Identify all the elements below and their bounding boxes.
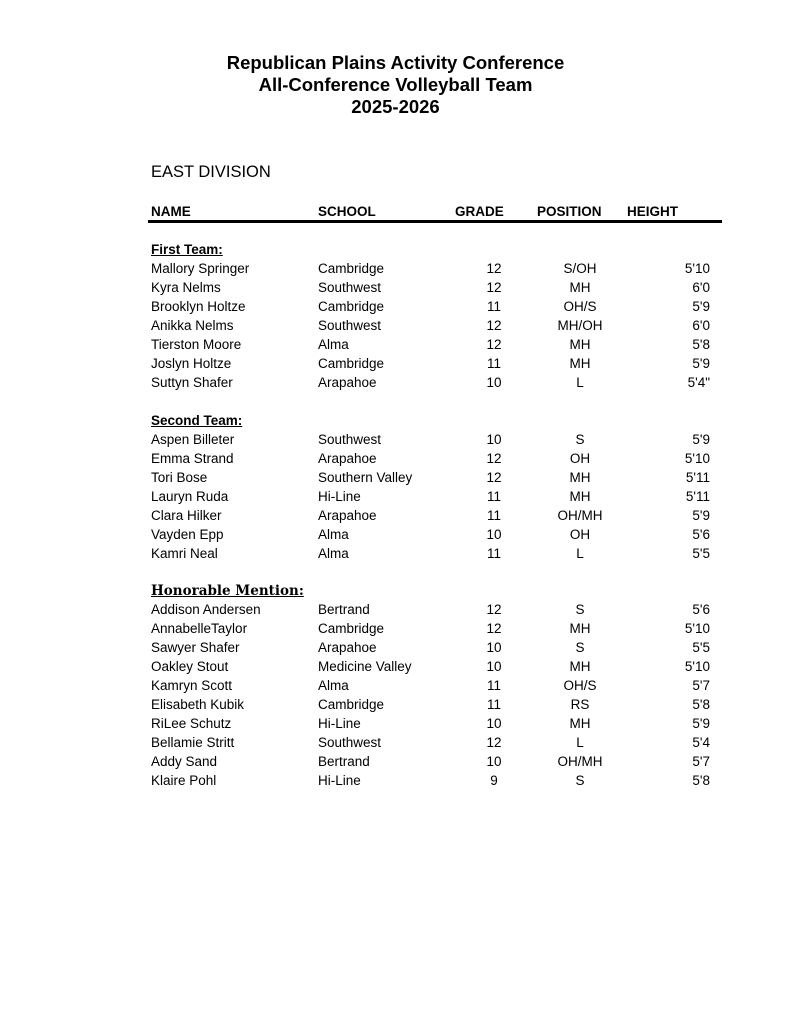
player-height: 5'9 (692, 508, 710, 523)
player-grade: 11 (486, 508, 501, 523)
player-name: Bellamie Stritt (151, 735, 235, 750)
player-name: Oakley Stout (151, 659, 229, 674)
player-name: Klaire Pohl (151, 773, 217, 788)
player-grade: 12 (486, 318, 502, 333)
player-grade: 12 (486, 280, 502, 295)
player-row (0, 355, 791, 374)
player-row (0, 431, 791, 450)
document-title (0, 52, 791, 118)
player-school: Arapahoe (318, 451, 377, 466)
player-name: Kamryn Scott (151, 678, 233, 693)
column-header-position: POSITION (537, 204, 602, 219)
player-school: Cambridge (318, 261, 385, 276)
player-position: OH/MH (557, 508, 603, 523)
player-school: Arapahoe (318, 508, 377, 523)
player-grade: 12 (486, 337, 502, 352)
player-height: 5'8 (692, 337, 710, 352)
player-row (0, 488, 791, 507)
division-heading: EAST DIVISION (151, 163, 271, 181)
player-height: 5'6 (692, 527, 710, 542)
conference-name: Republican Plains Activity Conference (226, 52, 565, 73)
player-school: Medicine Valley (318, 659, 412, 674)
player-height: 5'10 (684, 621, 710, 636)
player-row (0, 658, 791, 677)
player-grade: 12 (486, 602, 502, 617)
player-grade: 11 (486, 356, 501, 371)
player-position: S (575, 640, 585, 655)
player-row (0, 753, 791, 772)
player-height: 5'8 (692, 773, 710, 788)
second-team-rows (0, 431, 791, 564)
player-grade: 12 (486, 451, 502, 466)
player-grade: 11 (486, 489, 501, 504)
player-name: Brooklyn Holtze (151, 299, 246, 314)
player-name: Tierston Moore (151, 337, 242, 352)
player-name: Kamri Neal (151, 546, 218, 561)
player-school: Hi-Line (318, 773, 361, 788)
player-row (0, 336, 791, 355)
player-row (0, 298, 791, 317)
player-position: MH (569, 489, 591, 504)
player-row (0, 620, 791, 639)
player-school: Southwest (318, 318, 382, 333)
player-school: Alma (318, 678, 349, 693)
player-name: Suttyn Shafer (151, 375, 233, 390)
player-row (0, 734, 791, 753)
player-school: Hi-Line (318, 489, 361, 504)
honorable-mention-rows (0, 601, 791, 791)
player-height: 5'4 (692, 735, 710, 750)
player-row (0, 260, 791, 279)
player-height: 5'5 (692, 640, 710, 655)
player-name: Clara Hilker (151, 508, 222, 523)
column-header-grade: GRADE (455, 204, 504, 219)
player-school: Alma (318, 337, 349, 352)
player-height: 5'9 (692, 432, 710, 447)
player-school: Alma (318, 546, 349, 561)
player-name: Addison Andersen (151, 602, 261, 617)
player-grade: 12 (486, 470, 502, 485)
player-position: MH/OH (557, 318, 603, 333)
player-school: Southwest (318, 432, 382, 447)
player-position: RS (570, 697, 590, 712)
player-grade: 9 (490, 773, 498, 788)
honorable-mention-title: Honorable Mention: (151, 583, 304, 599)
player-row (0, 677, 791, 696)
player-position: MH (569, 337, 591, 352)
player-school: Arapahoe (318, 640, 377, 655)
player-school: Arapahoe (318, 375, 377, 390)
player-height: 5'8 (692, 697, 710, 712)
player-name: Sawyer Shafer (151, 640, 240, 655)
second-team-title: Second Team: (151, 413, 243, 428)
team-name: All-Conference Volleyball Team (258, 74, 533, 95)
column-header-row (0, 203, 791, 221)
player-school: Bertrand (318, 602, 370, 617)
player-name: RiLee Schutz (151, 716, 232, 731)
player-position: OH (569, 527, 591, 542)
player-height: 6'0 (692, 280, 710, 295)
player-position: MH (569, 659, 591, 674)
player-height: 6'0 (692, 318, 710, 333)
player-grade: 11 (486, 546, 501, 561)
player-position: S (575, 602, 585, 617)
player-school: Alma (318, 527, 349, 542)
player-height: 5'9 (692, 716, 710, 731)
player-height: 5'7 (692, 678, 710, 693)
player-school: Cambridge (318, 356, 385, 371)
player-name: Addy Sand (151, 754, 218, 769)
player-position: MH (569, 621, 591, 636)
header-divider (148, 220, 722, 223)
player-row (0, 715, 791, 734)
player-school: Bertrand (318, 754, 370, 769)
player-height: 5'5 (692, 546, 710, 561)
player-school: Cambridge (318, 697, 385, 712)
first-team-rows (0, 260, 791, 393)
player-grade: 11 (486, 678, 501, 693)
player-grade: 10 (486, 375, 502, 390)
player-height: 5'11 (685, 489, 710, 504)
player-name: Vayden Epp (151, 527, 224, 542)
player-name: Tori Bose (151, 470, 208, 485)
player-position: MH (569, 280, 591, 295)
player-row (0, 279, 791, 298)
player-row (0, 639, 791, 658)
player-position: L (576, 735, 584, 750)
player-school: Cambridge (318, 299, 385, 314)
player-grade: 10 (486, 640, 502, 655)
player-grade: 12 (486, 621, 502, 636)
column-header-height: HEIGHT (627, 204, 679, 219)
player-position: MH (569, 470, 591, 485)
player-row (0, 469, 791, 488)
player-school: Cambridge (318, 621, 385, 636)
player-name: AnnabelleTaylor (151, 621, 248, 636)
player-row (0, 374, 791, 393)
player-grade: 10 (486, 754, 502, 769)
player-name: Emma Strand (151, 451, 234, 466)
player-row (0, 601, 791, 620)
player-height: 5'7 (692, 754, 710, 769)
player-row (0, 526, 791, 545)
player-name: Joslyn Holtze (151, 356, 232, 371)
player-row (0, 450, 791, 469)
player-position: MH (569, 716, 591, 731)
player-row (0, 507, 791, 526)
player-position: L (576, 546, 584, 561)
season-year: 2025-2026 (351, 96, 440, 117)
player-position: OH/S (563, 678, 597, 693)
player-school: Southwest (318, 280, 382, 295)
player-row (0, 317, 791, 336)
player-position: MH (569, 356, 591, 371)
player-height: 5'10 (684, 451, 710, 466)
player-height: 5'10 (684, 659, 710, 674)
player-row (0, 696, 791, 715)
player-position: S (575, 432, 585, 447)
player-name: Kyra Nelms (151, 280, 221, 295)
player-grade: 10 (486, 659, 502, 674)
player-name: Elisabeth Kubik (151, 697, 245, 712)
player-row (0, 545, 791, 564)
player-school: Southwest (318, 735, 382, 750)
player-height: 5'6 (692, 602, 710, 617)
player-height: 5'9 (692, 299, 710, 314)
column-header-name: NAME (151, 204, 191, 219)
player-name: Aspen Billeter (151, 432, 235, 447)
player-grade: 10 (486, 716, 502, 731)
player-height: 5'4" (687, 375, 710, 390)
player-school: Hi-Line (318, 716, 361, 731)
player-grade: 11 (486, 697, 501, 712)
player-school: Southern Valley (318, 470, 413, 485)
column-header-school: SCHOOL (318, 204, 376, 219)
player-grade: 10 (486, 527, 502, 542)
player-height: 5'10 (684, 261, 710, 276)
player-position: OH/MH (557, 754, 603, 769)
player-name: Lauryn Ruda (151, 489, 229, 504)
player-grade: 12 (486, 735, 502, 750)
player-position: L (576, 375, 584, 390)
player-position: S (575, 773, 585, 788)
player-name: Mallory Springer (151, 261, 250, 276)
player-height: 5'9 (692, 356, 710, 371)
player-grade: 12 (486, 261, 502, 276)
player-position: OH (569, 451, 591, 466)
player-height: 5'11 (685, 470, 710, 485)
player-grade: 11 (486, 299, 501, 314)
player-grade: 10 (486, 432, 502, 447)
player-position: OH/S (563, 299, 597, 314)
player-name: Anikka Nelms (151, 318, 234, 333)
first-team-title: First Team: (151, 242, 223, 257)
player-position: S/OH (563, 261, 597, 276)
player-row (0, 772, 791, 791)
